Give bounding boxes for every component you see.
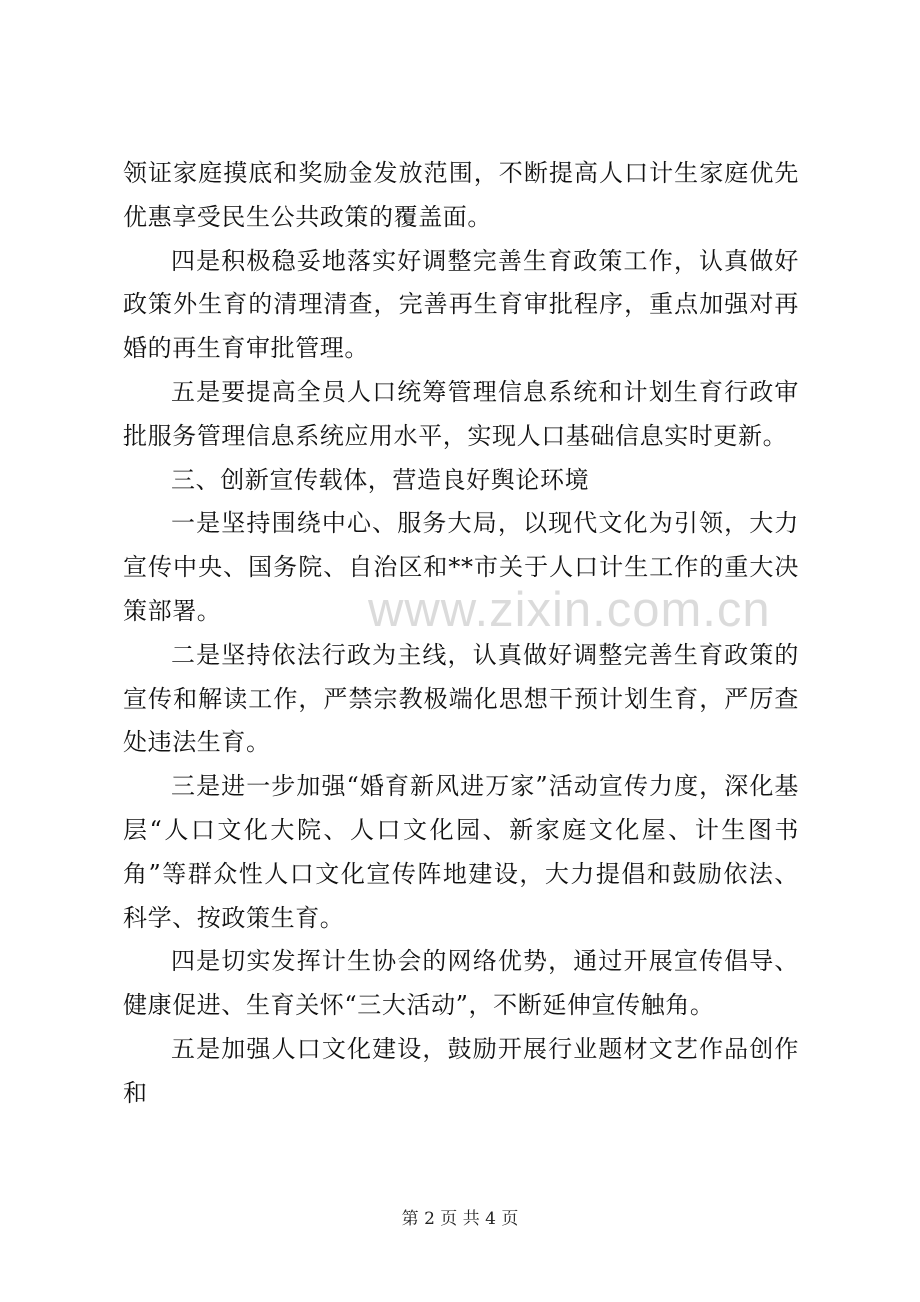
section-heading: 三、创新宣传载体，营造良好舆论环境 — [171, 465, 590, 494]
paragraph-2: 四是积极稳妥地落实好调整完善生育政策工作，认真做好政策外生育的清理清查，完善再生育审批程序，重点加强对再婚的再生育审批管理。 — [123, 246, 799, 363]
paragraph-7: 三是进一步加强“婚育新风进万家”活动宣传力度，深化基层“人口文化大院、人口文化园、新家庭文化屋、计生图书角”等群众性人口文化宣传阵地建设，大力提倡和鼓励依法、科学、按政策生育。 — [123, 772, 799, 932]
paragraph-8: 四是切实发挥计生协会的网络优势，通过开展宣传倡导、健康促进、生育关怀“三大活动”，不断延伸宣传触角。 — [123, 947, 799, 1020]
paragraph-3: 五是要提高全员人口统筹管理信息系统和计划生育行政审批服务管理信息系统应用水平，实现人口基础信息实时更新。 — [123, 377, 799, 450]
paragraph-1: 领证家庭摸底和奖励金发放范围，不断提高人口计生家庭优先优惠享受民生公共政策的覆盖面。 — [123, 159, 799, 231]
paragraph-6: 二是坚持依法行政为主线，认真做好调整完善生育政策的宣传和解读工作，严禁宗教极端化思想干预计划生育，严厉查处违法生育。 — [123, 640, 799, 757]
page-footer: 第 2 页 共 4 页 — [401, 1209, 519, 1229]
paragraph-5: 一是坚持围绕中心、服务大局，以现代文化为引领，大力宣传中央、国务院、自治区和**市关于人口计生工作的重大决策部署。 — [123, 509, 799, 625]
paragraph-9: 五是加强人口文化建设，鼓励开展行业题材文艺作品创作和 — [123, 1034, 799, 1107]
watermark: www.zixin.com.cn — [368, 583, 771, 637]
document-body — [123, 152, 799, 1116]
